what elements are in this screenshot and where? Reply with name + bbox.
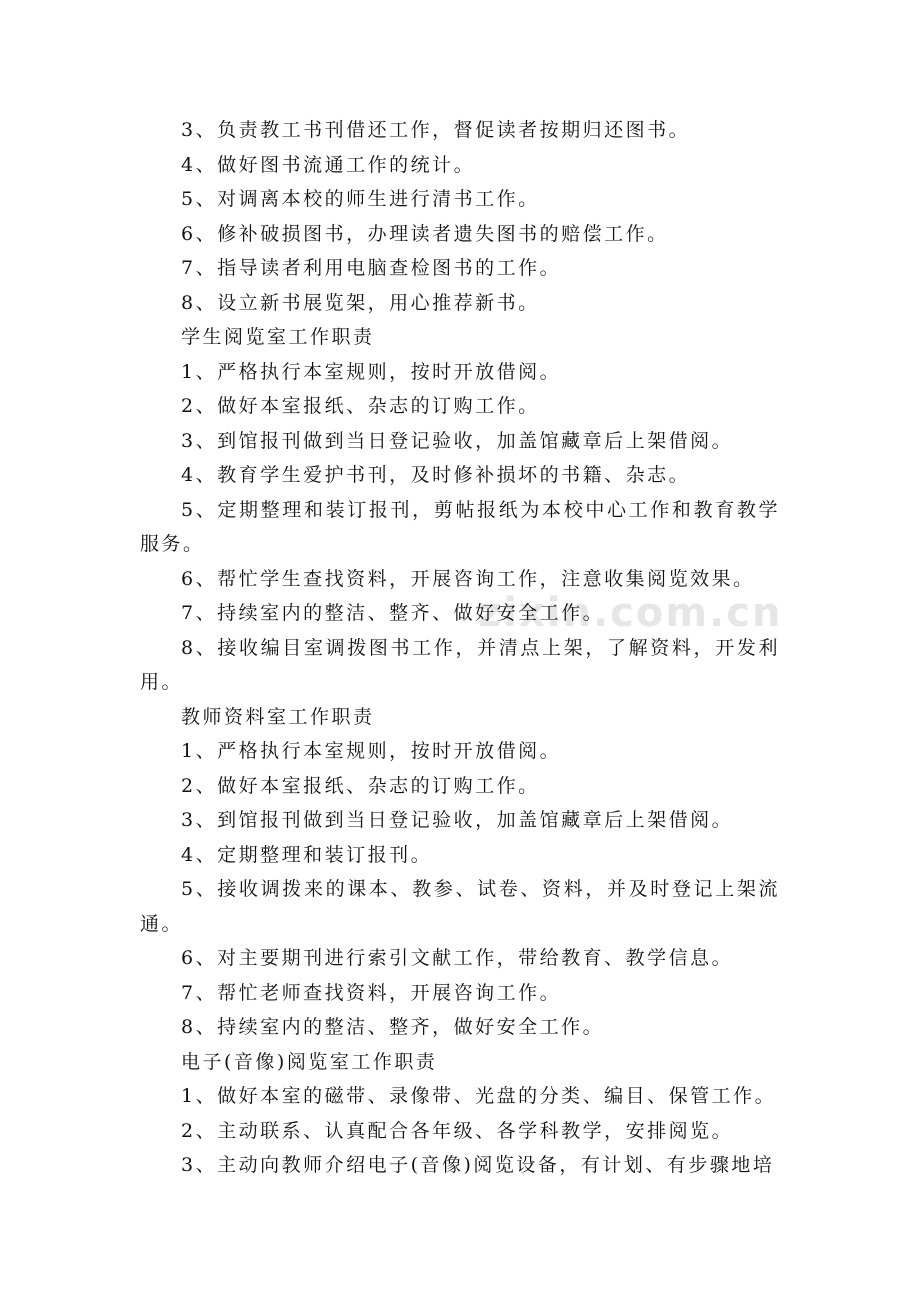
paragraph: 8、设立新书展览架，用心推荐新书。 <box>181 291 540 314</box>
paragraph: 2、做好本室报纸、杂志的订购工作。 <box>181 395 540 417</box>
section-heading: 电子(音像)阅览室工作职责 <box>181 1050 438 1073</box>
section-heading: 教师资料室工作职责 <box>181 705 375 728</box>
paragraph: 1、做好本室的磁带、录像带、光盘的分类、编目、保管工作。 <box>181 1085 777 1107</box>
paragraph: 8、接收编目室调拨图书工作，并清点上架，了解资料，开发利用。 <box>140 636 780 693</box>
document-body <box>140 113 783 1183</box>
paragraph: 4、教育学生爱护书刊，及时修补损坏的书籍、杂志。 <box>181 464 691 486</box>
paragraph: 2、做好本室报纸、杂志的订购工作。 <box>181 774 540 797</box>
paragraph: 5、定期整理和装订报刊，剪帖报纸为本校中心工作和教育教学服务。 <box>140 498 780 555</box>
paragraph: 3、到馆报刊做到当日登记验收，加盖馆藏章后上架借阅。 <box>181 809 734 831</box>
paragraph: 5、接收调拨来的课本、教参、试卷、资料，并及时登记上架流通。 <box>140 878 780 935</box>
paragraph: 1、严格执行本室规则，按时开放借阅。 <box>181 740 562 762</box>
paragraph: 5、对调离本校的师生进行清书工作。 <box>181 188 540 210</box>
section-heading: 学生阅览室工作职责 <box>181 326 375 348</box>
paragraph: 6、修补破损图书，办理读者遗失图书的赔偿工作。 <box>181 222 669 245</box>
paragraph: 2、主动联系、认真配合各年级、各学科教学，安排阅览。 <box>181 1119 734 1142</box>
paragraph: 3、主动向教师介绍电子(音像)阅览设备，有计划、有步骤地培 <box>181 1154 775 1176</box>
watermark: zixin.com.cn <box>478 590 783 636</box>
paragraph: 4、定期整理和装订报刊。 <box>181 843 433 866</box>
paragraph: 1、严格执行本室规则，按时开放借阅。 <box>181 360 562 383</box>
paragraph: 6、帮忙学生查找资料，开展咨询工作，注意收集阅览效果。 <box>181 567 755 590</box>
paragraph: 7、帮忙老师查找资料，开展咨询工作。 <box>181 981 562 1004</box>
paragraph: 6、对主要期刊进行索引文献工作，带给教育、教学信息。 <box>181 947 734 969</box>
paragraph: 7、持续室内的整洁、整齐、做好安全工作。 <box>181 602 605 624</box>
paragraph: 8、持续室内的整洁、整齐，做好安全工作。 <box>181 1016 605 1038</box>
paragraph: 3、负责教工书刊借还工作，督促读者按期归还图书。 <box>181 119 691 141</box>
paragraph: 4、做好图书流通工作的统计。 <box>181 153 476 176</box>
paragraph: 7、指导读者利用电脑查检图书的工作。 <box>181 257 562 279</box>
paragraph: 3、到馆报刊做到当日登记验收，加盖馆藏章后上架借阅。 <box>181 429 734 452</box>
